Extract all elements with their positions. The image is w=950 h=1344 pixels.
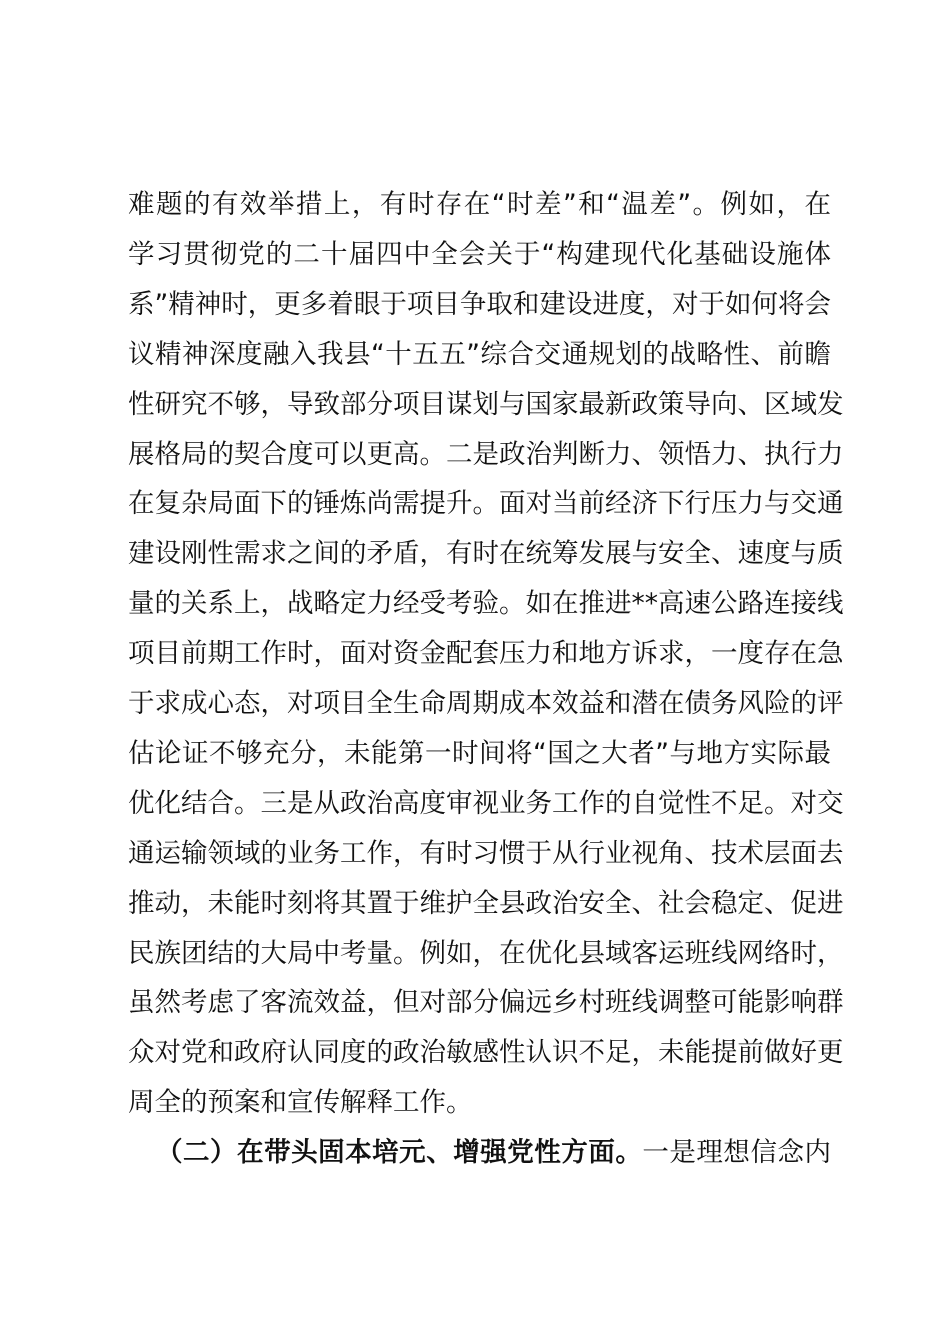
text-line: 学习贯彻党的二十届四中全会关于“构建现代化基础设施体 [128, 238, 831, 270]
section-heading: （二）在带头固本培元、增强党性方面。 [156, 1137, 643, 1168]
text-line: 展格局的契合度可以更高。二是政治判断力、领悟力、执行力 [128, 438, 844, 470]
text-line: 在复杂局面下的锤炼尚需提升。面对当前经济下行压力与交通 [128, 488, 844, 520]
text-line: 周全的预案和宣传解释工作。 [128, 1087, 473, 1119]
text-line: 优化结合。三是从政治高度审视业务工作的自觉性不足。对交 [128, 787, 844, 819]
text-line: 推动，未能时刻将其置于维护全县政治安全、社会稳定、促进 [128, 887, 844, 919]
text-line: 于求成心态，对项目全生命周期成本效益和潜在债务风险的评 [128, 688, 844, 719]
section-text: 一是理想信念内 [642, 1137, 831, 1168]
text-line: 量的关系上，战略定力经受考验。如在推进**高速公路连接线 [128, 588, 844, 620]
text-line: 民族团结的大局中考量。例如，在优化县域客运班线网络时， [128, 937, 844, 969]
text-line: 性研究不够，导致部分项目谋划与国家最新政策导向、区域发 [128, 388, 844, 420]
text-line: 建设刚性需求之间的矛盾，有时在统筹发展与安全、速度与质 [128, 538, 844, 570]
text-line: 议精神深度融入我县“十五五”综合交通规划的战略性、前瞻 [128, 338, 831, 370]
paragraph-heading-line [156, 1133, 831, 1173]
text-line: 虽然考虑了客流效益，但对部分偏远乡村班线调整可能影响群 [128, 987, 844, 1019]
text-line: 难题的有效举措上，有时存在“时差”和“温差”。例如，在 [128, 189, 831, 220]
text-line: 众对党和政府认同度的政治敏感性认识不足，未能提前做好更 [128, 1037, 844, 1069]
text-line: 系”精神时，更多着眼于项目争取和建设进度，对于如何将会 [128, 288, 831, 320]
text-line: 项目前期工作时，面对资金配套压力和地方诉求，一度存在急 [128, 638, 844, 670]
text-line: 估论证不够充分，未能第一时间将“国之大者”与地方实际最 [128, 737, 831, 769]
text-line: 通运输领域的业务工作，有时习惯于从行业视角、技术层面去 [128, 837, 844, 869]
